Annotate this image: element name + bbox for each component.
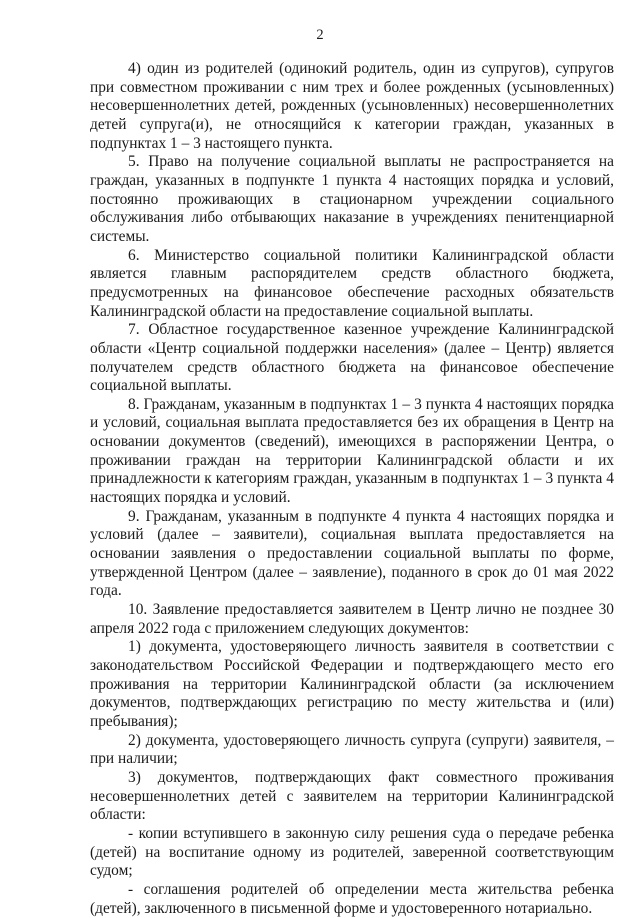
page-number: 2 [316,27,324,43]
paragraph-10-item-3-dash-2: - соглашения родителей об определении места жительства ребенка (детей), заключенного в письменной форме и удостоверенного нотариально. [90,880,614,917]
paragraph-5: 5. Право на получение социальной выплаты не распространяется на граждан, указанных в подпункте 1 пункта 4 настоящих порядка и условий, постоянно проживающих в стационарном учреждении социального обслуживания либо отбывающих наказание в учреждениях пенитенциарной системы. [90,153,614,245]
paragraph-10-item-3: 3) документов, подтверждающих факт совместного проживания несовершеннолетних детей с заявителем на территории Калининградской области: [90,768,614,824]
paragraph-7: 7. Областное государственное казенное учреждение Калининградской области «Центр социальной поддержки населения» (далее – Центр) является получателем средств областного бюджета на финансовое обеспечение социальной выплаты. [90,321,614,395]
paragraph-9: 9. Гражданам, указанным в подпункте 4 пункта 4 настоящих порядка и условий (далее – заявители), социальная выплата предоставляется на основании заявления о предоставлении социальной выплаты по форме, утвержденной Центром (далее – заявление), поданного в срок до 01 мая 2022 года. [90,507,614,600]
paragraph-10: 10. Заявление предоставляется заявителем в Центр лично не позднее 30 апреля 2022 года с приложением следующих документов: [90,601,614,637]
document-body [90,60,614,918]
paragraph-10-item-2: 2) документа, удостоверяющего личность супруга (супруги) заявителя, – при наличии; [90,731,614,768]
paragraph-item-4: 4) один из родителей (одинокий родитель, один из супругов), супругов при совместном проживании с ним трех и более рожденных (усыновленных) несовершеннолетних детей, рожденных (усыновленных) несовершеннолетних детей супруга(и), не относящийся к категории граждан, указанных в подпунктах 1 – 3 настоящего пункта. [90,60,614,152]
paragraph-10-item-3-dash-1: - копии вступившего в законную силу решения суда о передаче ребенка (детей) на воспитание одному из родителей, заверенной соответствующим судом; [90,824,614,880]
paragraph-8: 8. Гражданам, указанным в подпунктах 1 – 3 пункта 4 настоящих порядка и условий, социальная выплата предоставляется без их обращения в Центр на основании документов (сведений), имеющихся в распоряжении Центра, о проживании граждан на территории Калининградской области и их принадлежности к категориям граждан, указанным в подпунктах 1 – 3 пункта 4 настоящих порядка и условий. [90,395,614,507]
paragraph-10-item-1: 1) документа, удостоверяющего личность заявителя в соответствии с законодательством Российской Федерации и подтверждающего место его проживания на территории Калининградской области (за исключением документов, подтверждающих регистрацию по месту жительства и (или) пребывания); [90,638,614,730]
paragraph-6: 6. Министерство социальной политики Калининградской области является главным распорядителем средств областного бюджета, предусмотренных на финансовое обеспечение расходных обязательств Калининградской области на предоставление социальной выплаты. [90,246,614,320]
